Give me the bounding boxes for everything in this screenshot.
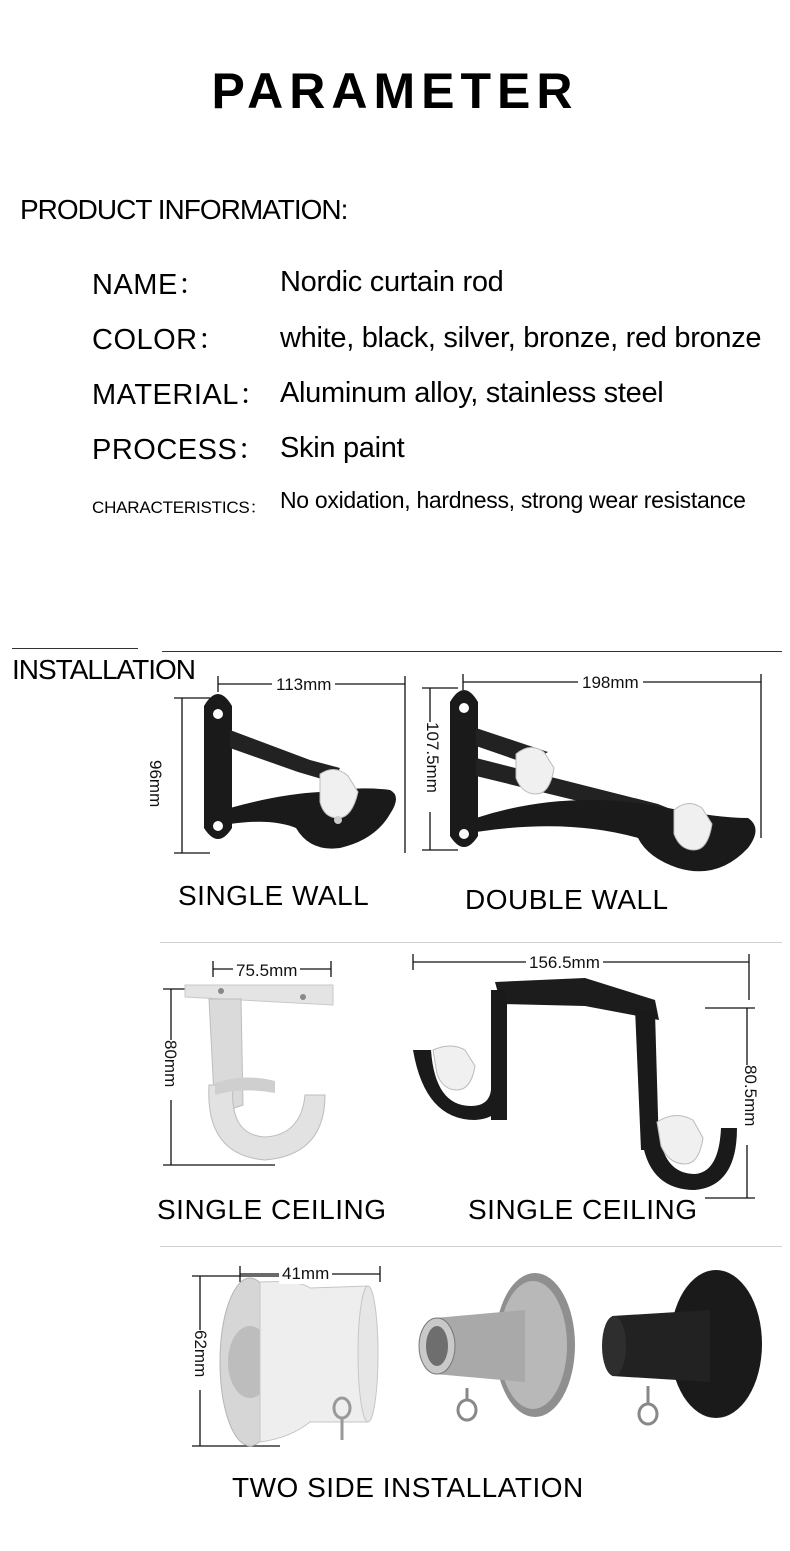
single-ceiling-b-caption: SINGLE CEILING [468, 1194, 698, 1225]
two-side-white-image [190, 1262, 390, 1472]
page-title: PARAMETER [211, 63, 579, 119]
single-ceiling-b-width-dimension: 156.5mm [526, 953, 603, 973]
two-side-silver-image [415, 1270, 585, 1450]
double-wall-height-dimension: 107.5mm [422, 722, 442, 812]
single-ceiling-a-width-dimension: 75.5mm [233, 961, 300, 981]
separator-2 [160, 1246, 782, 1247]
single-ceiling-black-image [405, 950, 770, 1205]
color-value: white, black, silver, bronze, red bronze [280, 322, 762, 354]
single-wall-caption: SINGLE WALL [178, 880, 370, 911]
two-side-height-dimension: 62mm [190, 1330, 210, 1390]
color-label: COLOR： [92, 324, 228, 356]
process-label: PROCESS： [92, 434, 267, 466]
double-wall-caption: DOUBLE WALL [465, 884, 669, 915]
two-side-installation-caption: TWO SIDE INSTALLATION [232, 1472, 584, 1503]
single-ceiling-a-caption: SINGLE CEILING [157, 1194, 387, 1225]
characteristics-label: CHARACTERISTICS： [92, 498, 267, 517]
single-ceiling-a-height-dimension: 80mm [160, 1040, 180, 1100]
single-wall-height-dimension: 96mm [145, 760, 165, 820]
single-ceiling-white-image [155, 955, 350, 1175]
material-value: Aluminum alloy, stainless steel [280, 377, 664, 409]
two-side-width-dimension: 41mm [279, 1264, 332, 1284]
single-wall-width-dimension: 113mm [272, 675, 335, 695]
characteristics-value: No oxidation, hardness, strong wear resistance [280, 487, 746, 513]
double-wall-width-dimension: 198mm [578, 673, 643, 693]
material-label: MATERIAL： [92, 379, 269, 411]
separator-1 [160, 942, 782, 943]
installation-rule-left [12, 648, 138, 649]
single-wall-bracket-image [160, 668, 420, 868]
name-value: Nordic curtain rod [280, 266, 504, 298]
name-label: NAME： [92, 269, 208, 301]
double-wall-bracket-image [418, 668, 773, 878]
installation-rule-right [162, 651, 782, 652]
single-ceiling-b-height-dimension: 80.5mm [740, 1065, 760, 1145]
process-value: Skin paint [280, 432, 405, 464]
product-information-heading: PRODUCT INFORMATION: [20, 194, 348, 225]
installation-heading: INSTALLATION [12, 654, 196, 685]
two-side-black-image [600, 1270, 770, 1450]
